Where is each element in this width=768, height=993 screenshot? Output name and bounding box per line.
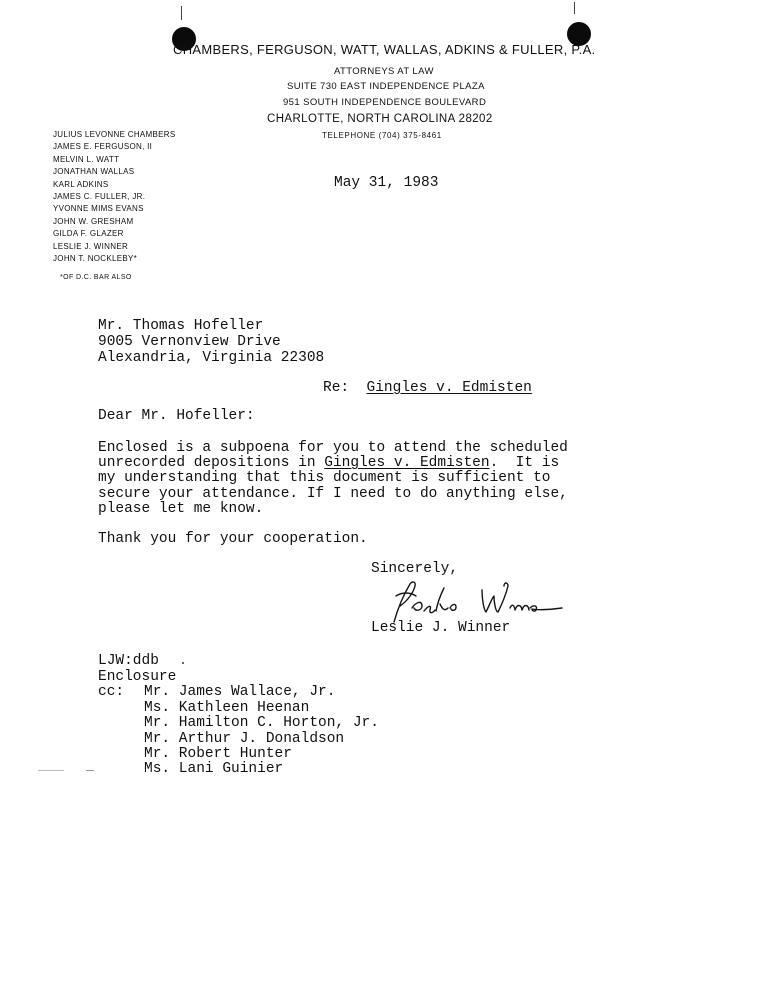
cc-recipient: Mr. James Wallace, Jr. [144,684,336,700]
body-line-2-end: . It is [489,455,560,471]
body-line-4: secure your attendance. If I need to do anything else, [98,486,568,502]
partner-name: JAMES C. FULLER, JR. [53,191,146,201]
cc-label: cc: [98,684,125,700]
partners-footnote: *OF D.C. BAR ALSO [60,274,132,281]
cc-recipient: Mr. Hamilton C. Horton, Jr. [144,715,379,731]
staple-mark-left [181,6,182,20]
recipient-city: Alexandria, Virginia 22308 [98,350,325,366]
enclosure-note: Enclosure [98,669,177,685]
body-line-2-start: unrecorded depositions in [98,455,325,471]
thanks-line: Thank you for your cooperation. [98,531,368,547]
cc-recipient: Mr. Arthur J. Donaldson [144,731,345,747]
cc-recipient: Ms. Kathleen Heenan [144,700,310,716]
partner-name: JOHN W. GRESHAM [53,216,134,226]
firm-name: CHAMBERS, FERGUSON, WATT, WALLAS, ADKINS & FULLER, P.A. [173,42,596,57]
firm-street: 951 SOUTH INDEPENDENCE BOULEVARD [283,97,487,108]
re-line [323,380,532,396]
partner-name: YVONNE MIMS EVANS [53,204,144,214]
letter-date: May 31, 1983 [334,175,439,191]
body-line-3: my understanding that this document is sufficient to [98,470,551,486]
signer-name: Leslie J. Winner [371,620,511,636]
body-line-1: Enclosed is a subpoena for you to attend the scheduled [98,440,568,456]
body-case-name: Gingles v. Edmisten [324,455,490,471]
partner-name: JOHN T. NOCKLEBY* [53,253,138,263]
scan-speck [86,770,94,771]
signature-image [372,578,572,626]
partners-list [53,129,175,265]
partner-name: LESLIE J. WINNER [53,241,129,251]
recipient-street: 9005 Vernonview Drive [98,334,281,350]
salutation: Dear Mr. Hofeller: [98,408,255,424]
re-case-name: Gingles v. Edmisten [366,380,532,396]
firm-subtitle: ATTORNEYS AT LAW [334,66,434,77]
partner-name: KARL ADKINS [53,179,109,189]
firm-suite: SUITE 730 EAST INDEPENDENCE PLAZA [287,81,485,92]
partner-name: GILDA F. GLAZER [53,229,124,239]
firm-telephone: TELEPHONE (704) 375-8461 [322,131,442,140]
cc-recipient: Ms. Lani Guinier [144,761,284,777]
re-label: Re: [323,380,350,396]
closing: Sincerely, [371,561,459,577]
cc-recipient: Mr. Robert Hunter [144,746,292,762]
scan-speck [182,662,184,664]
body-line-2 [98,455,559,471]
typist-initials: LJW:ddb [98,653,159,669]
firm-city: CHARLOTTE, NORTH CAROLINA 28202 [267,113,493,125]
partner-name: JULIUS LEVONNE CHAMBERS [53,130,176,139]
recipient-name: Mr. Thomas Hofeller [98,318,264,334]
partner-name: JAMES E. FERGUSON, II [53,142,153,152]
partner-name: JONATHAN WALLAS [53,167,135,177]
staple-mark-right [574,2,575,14]
scan-speck [38,770,64,771]
body-line-5: please let me know. [98,501,264,517]
partner-name: MELVIN L. WATT [53,154,120,164]
